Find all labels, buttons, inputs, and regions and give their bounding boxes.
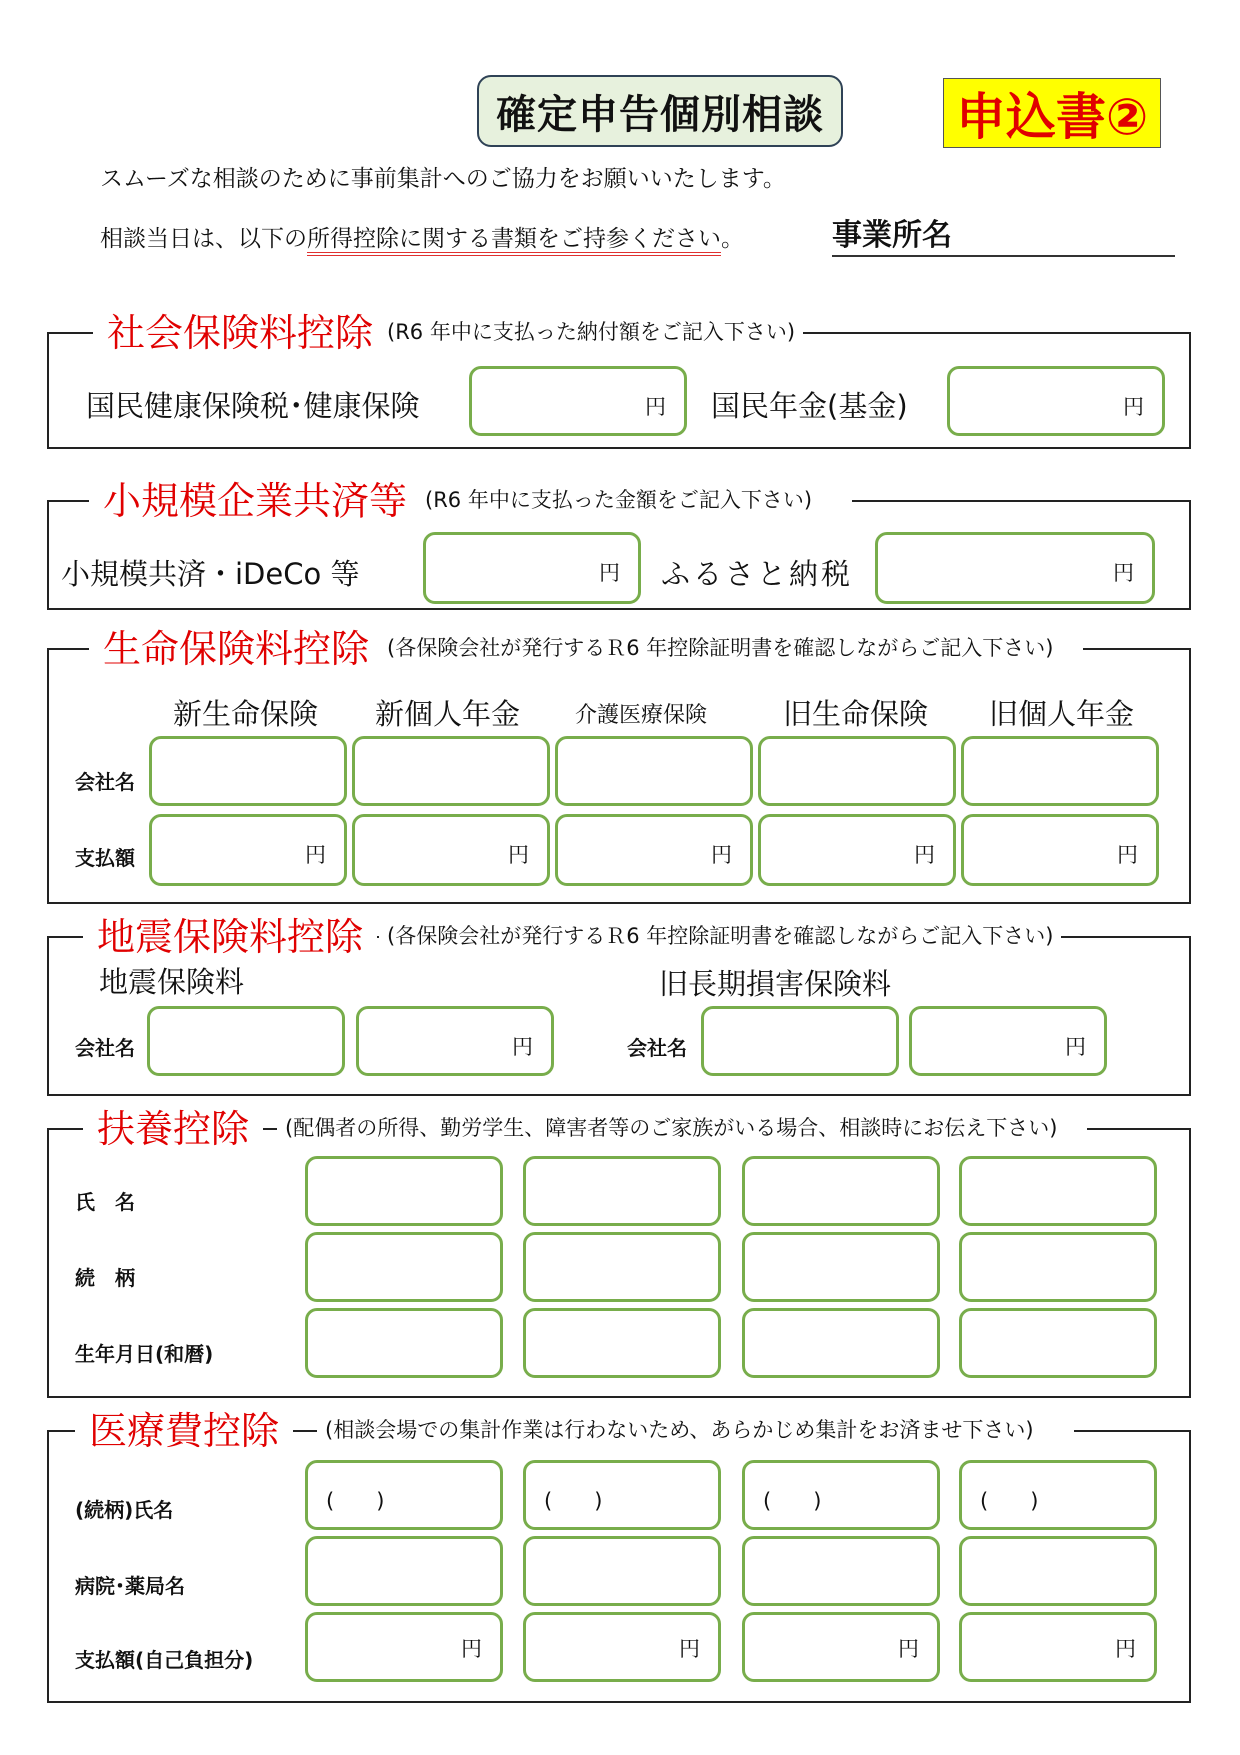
out-of-pocket-amount-field[interactable] <box>742 1612 940 1682</box>
section-medical-expense-deduction <box>47 1409 1191 1703</box>
intro-line-2-period: 。 <box>721 226 744 252</box>
office-name-field[interactable] <box>832 255 1175 257</box>
yen-unit: 円 <box>1117 843 1138 867</box>
dependent-name-field[interactable] <box>742 1156 940 1226</box>
dependent-birthdate-field[interactable] <box>742 1308 940 1378</box>
hospital-pharmacy-name-field[interactable] <box>523 1536 721 1606</box>
yen-unit: 円 <box>1115 1637 1136 1661</box>
yen-unit: 円 <box>645 395 666 419</box>
column-nursing-medical-insurance: 介護医療保険 <box>575 703 708 728</box>
company-name-field[interactable] <box>555 736 753 806</box>
yen-unit: 円 <box>711 843 732 867</box>
earthquake-amount-field[interactable] <box>356 1006 554 1076</box>
hospital-pharmacy-name-label: 病院･薬局名 <box>75 1574 185 1598</box>
payment-amount-row-label: 支払額 <box>75 846 135 870</box>
medical-relationship-name-field[interactable] <box>523 1460 721 1530</box>
earthquake-insurance-title: 地震保険料控除 <box>83 918 377 956</box>
company-name-field[interactable] <box>352 736 550 806</box>
yen-unit: 円 <box>461 1637 482 1661</box>
dependent-deduction-title: 扶養控除 <box>83 1110 263 1148</box>
column-old-life-insurance: 旧生命保険 <box>783 697 929 731</box>
payment-amount-field[interactable] <box>758 814 956 886</box>
form-title: 確定申告個別相談 <box>477 75 843 147</box>
company-name-field[interactable] <box>758 736 956 806</box>
section-dependent-deduction <box>47 1107 1191 1398</box>
relationship-parentheses: ( ) <box>544 1489 603 1513</box>
relationship-parentheses: ( ) <box>326 1489 385 1513</box>
out-of-pocket-amount-label: 支払額(自己負担分) <box>75 1648 254 1672</box>
relationship-parentheses: ( ) <box>980 1489 1039 1513</box>
intro-line-1: スムーズな相談のために事前集計へのご協力をお願いいたします。 <box>100 166 786 192</box>
old-damage-company-label: 会社名 <box>627 1036 687 1060</box>
medical-expense-note: (相談会場での集計作業は行わないため、あらかじめ集計をお済ませ下さい) <box>317 1420 1074 1441</box>
dependent-relationship-field[interactable] <box>523 1232 721 1302</box>
social-insurance-title: 社会保険料控除 <box>93 314 387 352</box>
social-insurance-note: (R6 年中に支払った納付額をご記入下さい) <box>379 322 803 343</box>
out-of-pocket-amount-field[interactable] <box>305 1612 503 1682</box>
small-business-ideco-amount-field[interactable] <box>423 532 641 604</box>
national-health-insurance-label: 国民健康保険税･健康保険 <box>86 389 420 423</box>
yen-unit: 円 <box>599 561 620 585</box>
furusato-tax-amount-field[interactable] <box>875 532 1155 604</box>
section-small-business-mutual-aid <box>47 479 1191 610</box>
yen-unit: 円 <box>1065 1035 1086 1059</box>
company-name-field[interactable] <box>961 736 1159 806</box>
dependent-relationship-label: 続 柄 <box>75 1266 135 1290</box>
yen-unit: 円 <box>508 843 529 867</box>
earthquake-company-label: 会社名 <box>75 1036 135 1060</box>
dependent-relationship-field[interactable] <box>305 1232 503 1302</box>
dependent-birthdate-field[interactable] <box>305 1308 503 1378</box>
hospital-pharmacy-name-field[interactable] <box>959 1536 1157 1606</box>
intro-line-2-prefix: 相談当日は、以下の <box>100 226 307 252</box>
section-earthquake-insurance <box>47 915 1191 1096</box>
column-new-personal-pension: 新個人年金 <box>375 697 521 731</box>
yen-unit: 円 <box>1123 395 1144 419</box>
national-pension-amount-field[interactable] <box>947 366 1165 436</box>
out-of-pocket-amount-field[interactable] <box>523 1612 721 1682</box>
dependent-birthdate-field[interactable] <box>523 1308 721 1378</box>
dependent-name-field[interactable] <box>305 1156 503 1226</box>
life-insurance-title: 生命保険料控除 <box>89 630 383 668</box>
section-life-insurance <box>47 627 1191 904</box>
national-health-insurance-amount-field[interactable] <box>469 366 687 436</box>
dependent-relationship-field[interactable] <box>959 1232 1157 1302</box>
old-damage-amount-field[interactable] <box>909 1006 1107 1076</box>
yen-unit: 円 <box>679 1637 700 1661</box>
company-name-row-label: 会社名 <box>75 770 135 794</box>
dependent-relationship-field[interactable] <box>742 1232 940 1302</box>
hospital-pharmacy-name-field[interactable] <box>742 1536 940 1606</box>
company-name-field[interactable] <box>149 736 347 806</box>
dependent-name-label: 氏 名 <box>75 1190 135 1214</box>
medical-relationship-name-label: (続柄)氏名 <box>75 1498 174 1522</box>
relationship-parentheses: ( ) <box>763 1489 822 1513</box>
old-long-term-damage-insurance-label: 旧長期損害保険料 <box>659 967 892 1001</box>
yen-unit: 円 <box>914 843 935 867</box>
yen-unit: 円 <box>1113 561 1134 585</box>
section-social-insurance <box>47 311 1191 449</box>
dependent-birthdate-field[interactable] <box>959 1308 1157 1378</box>
furusato-tax-label: ふるさと納税 <box>661 557 854 591</box>
earthquake-company-field[interactable] <box>147 1006 345 1076</box>
dependent-deduction-note: (配偶者の所得、勤労学生、障害者等のご家族がいる場合、相談時にお伝え下さい) <box>277 1118 1087 1139</box>
payment-amount-field[interactable] <box>149 814 347 886</box>
office-name-label: 事業所名 <box>832 218 952 253</box>
earthquake-insurance-note: (各保険会社が発行するＲ6 年控除証明書を確認しながらご記入下さい) <box>379 926 1061 947</box>
small-business-note: (R6 年中に支払った金額をご記入下さい) <box>417 490 852 511</box>
earthquake-insurance-label: 地震保険料 <box>99 965 245 999</box>
old-damage-company-field[interactable] <box>701 1006 899 1076</box>
life-insurance-note: (各保険会社が発行するＲ6 年控除証明書を確認しながらご記入下さい) <box>379 638 1083 659</box>
national-pension-label: 国民年金(基金) <box>711 389 908 423</box>
intro-line-2-underlined: 所得控除に関する書類をご持参ください <box>307 226 721 256</box>
medical-relationship-name-field[interactable] <box>305 1460 503 1530</box>
dependent-name-field[interactable] <box>959 1156 1157 1226</box>
medical-relationship-name-field[interactable] <box>959 1460 1157 1530</box>
payment-amount-field[interactable] <box>961 814 1159 886</box>
small-business-ideco-label: 小規模共済・iDeCo 等 <box>61 557 360 591</box>
hospital-pharmacy-name-field[interactable] <box>305 1536 503 1606</box>
out-of-pocket-amount-field[interactable] <box>959 1612 1157 1682</box>
payment-amount-field[interactable] <box>555 814 753 886</box>
intro-line-2 <box>100 220 744 253</box>
yen-unit: 円 <box>512 1035 533 1059</box>
medical-relationship-name-field[interactable] <box>742 1460 940 1530</box>
payment-amount-field[interactable] <box>352 814 550 886</box>
column-old-personal-pension: 旧個人年金 <box>989 697 1135 731</box>
yen-unit: 円 <box>898 1637 919 1661</box>
yen-unit: 円 <box>305 843 326 867</box>
small-business-title: 小規模企業共済等 <box>89 482 421 520</box>
column-new-life-insurance: 新生命保険 <box>173 697 319 731</box>
medical-expense-title: 医療費控除 <box>75 1412 293 1450</box>
application-badge: 申込書② <box>943 78 1161 148</box>
dependent-name-field[interactable] <box>523 1156 721 1226</box>
dependent-birthdate-label: 生年月日(和暦) <box>75 1342 214 1366</box>
